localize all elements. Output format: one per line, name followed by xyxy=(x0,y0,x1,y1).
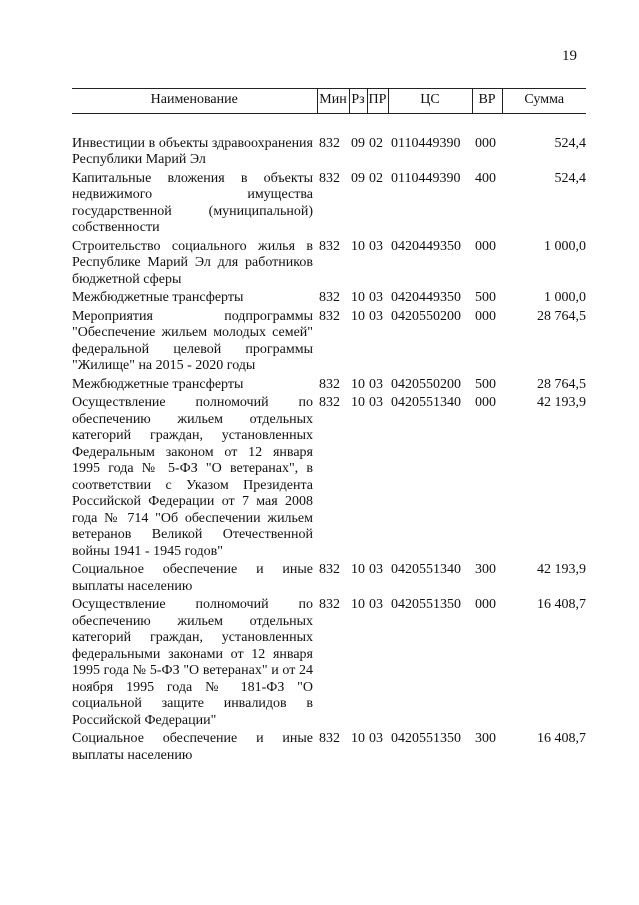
cell-cs: 0420550200 xyxy=(391,308,461,324)
table-row xyxy=(72,171,586,239)
spacer-row xyxy=(72,113,586,136)
table-row xyxy=(72,239,586,291)
cell-cs: 0420449350 xyxy=(391,238,461,254)
cell-cs: 0420551340 xyxy=(391,562,461,577)
header-sum: Сумма xyxy=(502,89,586,114)
cell-cs: 0110449390 xyxy=(391,170,461,186)
table-row xyxy=(72,309,586,377)
cell-min: 832 xyxy=(319,238,340,254)
cell-name: Межбюджетные трансферты xyxy=(72,290,244,305)
cell-vr: 500 xyxy=(475,290,496,305)
cell-vr: 300 xyxy=(475,562,496,577)
page-number: 19 xyxy=(562,48,577,64)
table-row xyxy=(72,562,586,597)
cell-rz: 10 xyxy=(351,395,365,410)
cell-pr: 03 xyxy=(369,562,383,577)
cell-vr: 000 xyxy=(475,395,496,410)
cell-pr: 03 xyxy=(369,597,383,612)
cell-min: 832 xyxy=(319,290,340,305)
cell-min: 832 xyxy=(319,170,340,186)
header-name: Наименование xyxy=(72,89,317,114)
table-header xyxy=(72,89,586,114)
table-row xyxy=(72,136,586,171)
cell-vr: 500 xyxy=(475,376,496,392)
cell-sum: 1 000,0 xyxy=(544,290,586,305)
cell-sum: 28 764,5 xyxy=(537,308,586,324)
table-body xyxy=(72,113,586,766)
cell-vr: 300 xyxy=(475,731,496,746)
cell-name: Социальное обеспечение и иные выплаты населению xyxy=(72,562,313,594)
cell-name: Мероприятия подпрограммы "Обеспечение жильем молодых семей" федеральной целевой программы "Жилище" на 2015 - 2020 годы xyxy=(72,308,313,373)
cell-rz: 10 xyxy=(351,597,365,612)
cell-min: 832 xyxy=(319,376,340,392)
cell-pr: 03 xyxy=(369,308,383,324)
table-row xyxy=(72,290,586,309)
cell-cs: 0420551340 xyxy=(391,395,461,410)
cell-pr: 02 xyxy=(369,170,383,186)
header-min: Мин xyxy=(317,89,349,114)
cell-pr: 03 xyxy=(369,395,383,410)
cell-pr: 03 xyxy=(369,731,383,746)
table-row xyxy=(72,731,586,766)
cell-vr: 000 xyxy=(475,597,496,612)
cell-min: 832 xyxy=(319,731,340,746)
header-cs: ЦС xyxy=(388,89,472,114)
cell-sum: 42 193,9 xyxy=(537,395,586,410)
cell-sum: 16 408,7 xyxy=(537,597,586,612)
cell-cs: 0420551350 xyxy=(391,731,461,746)
cell-name: Строительство социального жилья в Республике Марий Эл для работников бюджетной сферы xyxy=(72,238,313,287)
cell-rz: 10 xyxy=(351,731,365,746)
cell-pr: 02 xyxy=(369,135,383,151)
cell-min: 832 xyxy=(319,597,340,612)
table-row xyxy=(72,377,586,396)
cell-name: Капитальные вложения в объекты недвижимого имущества государственной (муниципальной) собственности xyxy=(72,170,313,235)
cell-min: 832 xyxy=(319,395,340,410)
cell-min: 832 xyxy=(319,562,340,577)
cell-vr: 000 xyxy=(475,308,496,324)
cell-vr: 000 xyxy=(475,238,496,254)
cell-sum: 42 193,9 xyxy=(537,562,586,577)
header-vr: ВР xyxy=(472,89,502,114)
cell-cs: 0420550200 xyxy=(391,376,461,392)
cell-rz: 10 xyxy=(351,238,365,254)
cell-sum: 16 408,7 xyxy=(537,731,586,746)
cell-rz: 10 xyxy=(351,290,365,305)
cell-pr: 03 xyxy=(369,290,383,305)
cell-name: Инвестиции в объекты здравоохранения Республики Марий Эл xyxy=(72,135,313,167)
cell-min: 832 xyxy=(319,135,340,151)
cell-name: Осуществление полномочий по обеспечению жильем отдельных категорий граждан, установленных федеральными законами от 12 января 1995 года № 5-ФЗ "О ветеранах" и от 24 ноября 1995 года № 181-ФЗ "О социальной защите инвалидов в Российской Федерации" xyxy=(72,597,313,728)
cell-pr: 03 xyxy=(369,238,383,254)
cell-rz: 09 xyxy=(351,135,365,151)
cell-vr: 000 xyxy=(475,135,496,151)
cell-name: Межбюджетные трансферты xyxy=(72,376,244,392)
cell-min: 832 xyxy=(319,308,340,324)
cell-rz: 10 xyxy=(351,308,365,324)
header-pr: ПР xyxy=(367,89,388,114)
cell-rz: 10 xyxy=(351,562,365,577)
cell-cs: 0420449350 xyxy=(391,290,461,305)
cell-pr: 03 xyxy=(369,376,383,392)
cell-sum: 524,4 xyxy=(554,170,586,186)
cell-cs: 0420551350 xyxy=(391,597,461,612)
cell-name: Социальное обеспечение и иные выплаты населению xyxy=(72,731,313,763)
cell-name: Осуществление полномочий по обеспечению жильем отдельных категорий граждан, установленных Федеральным законом от 12 января 1995 года № 5-ФЗ "О ветеранах", в соответствии с Указом Президента Российской Федерации от 7 мая 2008 года № 714 "Об обеспечении жильем ветеранов Великой Отечественной войны 1941 - 1945 годов" xyxy=(72,395,313,559)
table-row xyxy=(72,597,586,731)
cell-sum: 1 000,0 xyxy=(544,238,586,254)
cell-rz: 10 xyxy=(351,376,365,392)
cell-cs: 0110449390 xyxy=(391,135,461,151)
cell-sum: 524,4 xyxy=(554,135,586,151)
cell-rz: 09 xyxy=(351,170,365,186)
header-rz: Рз xyxy=(349,89,367,114)
budget-table-container xyxy=(72,88,586,766)
cell-vr: 400 xyxy=(475,170,496,186)
cell-sum: 28 764,5 xyxy=(537,376,586,392)
table-row xyxy=(72,395,586,562)
budget-table xyxy=(72,88,586,766)
